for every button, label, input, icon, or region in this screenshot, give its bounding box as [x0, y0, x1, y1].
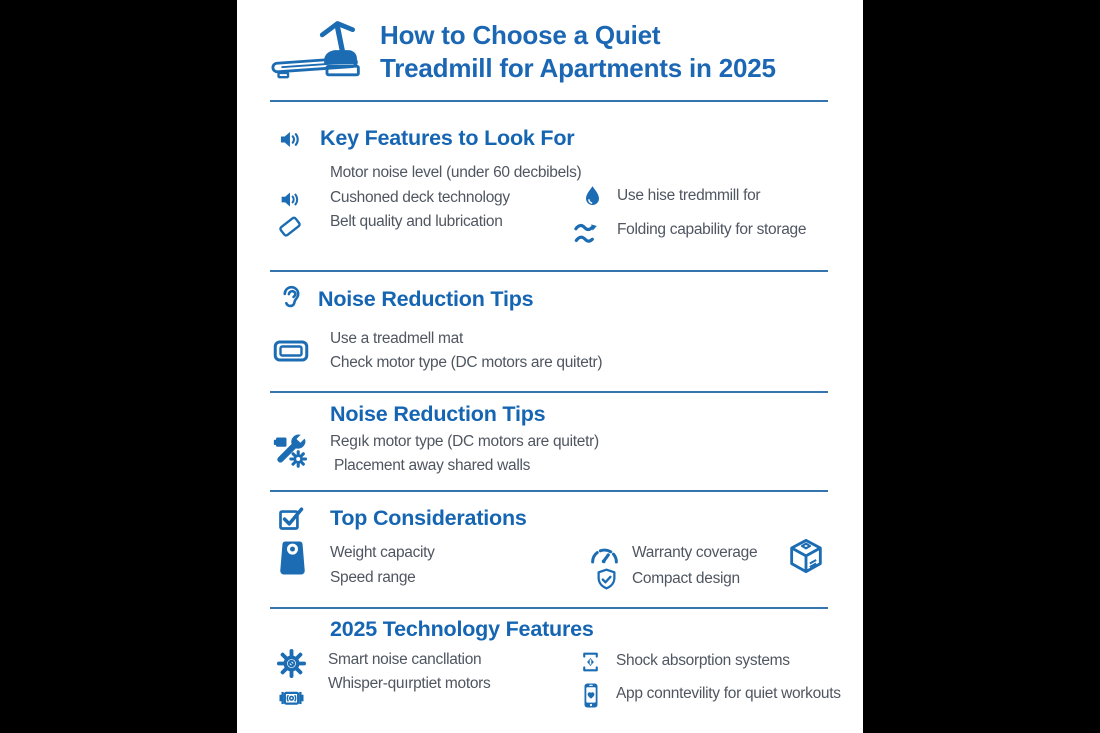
- section-heading-tech-features: 2025 Technology Features: [330, 617, 594, 641]
- package-box-icon: [786, 536, 826, 576]
- list-item: Motor noise level (under 60 decbibels): [330, 164, 582, 181]
- water-drop-icon: [580, 184, 605, 209]
- list-item: Check motor type (DC motors are quitetr): [330, 354, 603, 371]
- ear-icon: [276, 281, 307, 315]
- list-item: Weight capacity: [330, 544, 435, 561]
- page-title-line2: Treadmill for Apartments in 2025: [380, 53, 776, 83]
- section-divider: [270, 490, 828, 492]
- list-item: Placement away shared walls: [334, 457, 531, 474]
- folding-icon: [571, 220, 601, 247]
- motor-icon: [273, 684, 310, 712]
- section-divider: [270, 270, 828, 272]
- list-item: Cushoned deck technology: [330, 189, 510, 206]
- infographic-card: [237, 0, 863, 733]
- list-item: Shock absorption systems: [616, 652, 790, 669]
- list-item: Use a treadmell mat: [330, 330, 463, 347]
- section-heading-noise-tips-2: Noise Reduction Tips: [330, 402, 546, 426]
- list-item: Regık motor type (DC motors are quitetr): [330, 433, 599, 450]
- section-heading-key-features: Key Features to Look For: [320, 126, 575, 150]
- scale-icon: [276, 538, 309, 578]
- list-item: Whisper-quırptiet motors: [328, 675, 491, 692]
- section-divider: [270, 607, 828, 609]
- gear-icon: [275, 647, 308, 680]
- speaker-icon: [278, 187, 303, 212]
- belt-icon: [275, 211, 305, 241]
- gauge-icon: [588, 539, 621, 566]
- phone-heart-icon: [579, 680, 603, 712]
- header-divider: [270, 100, 828, 102]
- shock-absorber-icon: [578, 647, 603, 677]
- list-item: Compact design: [632, 570, 740, 587]
- section-heading-noise-tips-1: Noise Reduction Tips: [318, 287, 534, 311]
- wrench-gear-icon: [272, 432, 309, 469]
- list-item: App conntevility for quiet workouts: [616, 685, 841, 702]
- list-item: Use hise tredmmill for: [617, 187, 761, 204]
- section-heading-top-considerations: Top Considerations: [330, 506, 527, 530]
- list-item: Belt quality and lubrication: [330, 213, 503, 230]
- list-item: Folding capability for storage: [617, 221, 807, 238]
- shield-check-icon: [593, 565, 620, 595]
- mat-icon: [273, 336, 309, 366]
- list-item: Warranty coverage: [632, 544, 758, 561]
- list-item: Smart noise cancllation: [328, 651, 482, 668]
- treadmill-icon: [270, 12, 365, 92]
- page-title-line1: How to Choose a Quiet: [380, 20, 661, 50]
- page-title: [380, 19, 776, 85]
- checkbox-icon: [277, 504, 305, 532]
- section-divider: [270, 391, 828, 393]
- speaker-icon: [277, 126, 304, 153]
- list-item: Speed range: [330, 569, 416, 586]
